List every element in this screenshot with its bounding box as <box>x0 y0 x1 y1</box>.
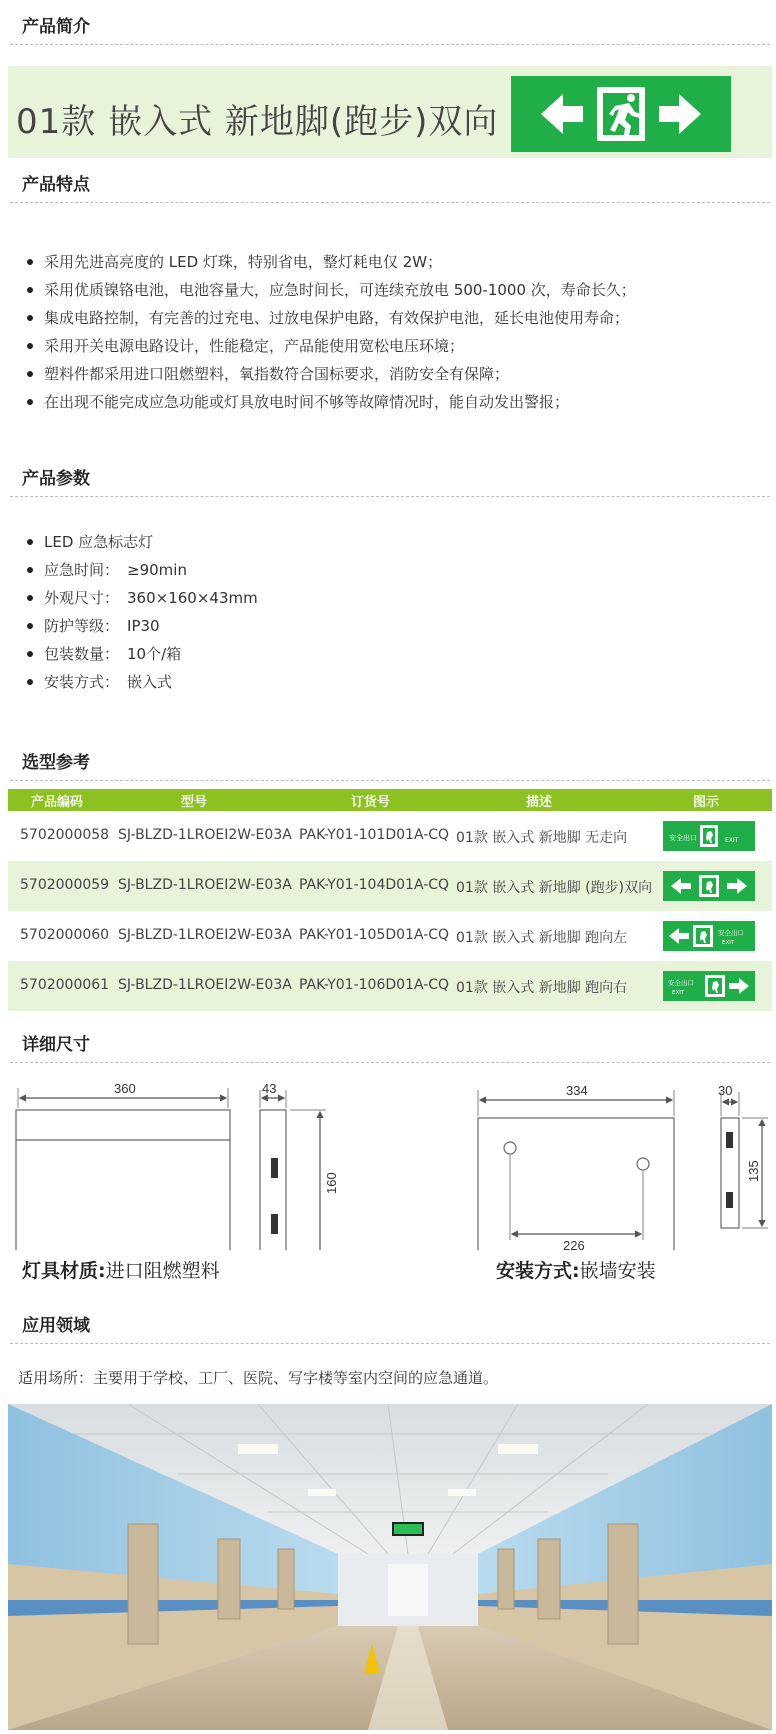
cell-code: 5702000060 <box>20 927 110 943</box>
mount-hole <box>637 1158 649 1170</box>
list-item: 采用开关电源电路设计，性能稳定，产品能使用宽松电压环境； <box>24 332 636 360</box>
cell-model: SJ-BLZD-1LROEI2W-E03A <box>118 877 292 893</box>
divider <box>10 1343 770 1344</box>
list-item: 应急时间： ≥90min <box>24 556 258 584</box>
list-item: 塑料件都采用进口阻燃塑料，氧指数符合国标要求，消防安全有保障； <box>24 360 636 388</box>
svg-text:EXIT: EXIT <box>725 837 739 844</box>
cell-order: PAK-Y01-105D01A-CQ <box>299 927 450 943</box>
table-row <box>8 861 772 911</box>
hospital-corridor-photo <box>8 1404 772 1730</box>
install-caption: 安装方式:嵌墙安装 <box>496 1260 656 1282</box>
list-item: 包装数量： 10个/箱 <box>24 640 258 668</box>
svg-text:EXIT: EXIT <box>672 990 685 996</box>
list-item: LED 应急标志灯 <box>24 528 258 556</box>
table-header <box>8 789 772 811</box>
section-intro <box>0 4 776 44</box>
cell-order: PAK-Y01-101D01A-CQ <box>299 827 450 843</box>
divider <box>10 1062 770 1063</box>
dim-height: 160 <box>324 1172 339 1194</box>
section-title: 选型参考 <box>22 753 90 773</box>
section-title: 产品特点 <box>22 175 90 195</box>
dim-back-height: 135 <box>746 1160 761 1182</box>
dim-hole-spacing: 226 <box>563 1238 585 1250</box>
column-header: 描述 <box>526 795 553 810</box>
cell-desc: 01款 嵌入式 新地脚 跑向右 <box>456 980 628 996</box>
list-item: 在出现不能完成应急功能或灯具放电时间不够等故障情况时，能自动发出警报； <box>24 388 636 416</box>
svg-text:EXIT: EXIT <box>722 940 735 946</box>
list-item: 集成电路控制，有完善的过充电、过放电保护电路，有效保护电池，延长电池使用寿命； <box>24 304 636 332</box>
exit-double-arrow-icon <box>511 76 731 152</box>
section-title: 详细尺寸 <box>22 1035 90 1055</box>
svg-text:安全出口: 安全出口 <box>718 929 744 937</box>
dim-back-width: 334 <box>566 1083 588 1098</box>
dimension-drawing <box>0 1080 776 1250</box>
cell-desc: 01款 嵌入式 新地脚 (跑步)双向 <box>456 880 653 896</box>
banner-title: 01款 嵌入式 新地脚(跑步)双向 <box>16 102 499 142</box>
section-title: 产品参数 <box>22 469 90 489</box>
cell-code: 5702000058 <box>20 827 110 843</box>
back-view-outline <box>478 1118 674 1250</box>
mount-hole <box>504 1142 516 1154</box>
section-title: 产品简介 <box>22 17 90 37</box>
divider <box>10 44 770 45</box>
column-header: 产品编码 <box>31 795 84 810</box>
list-item: 防护等级： IP30 <box>24 612 258 640</box>
section-selection <box>0 740 776 780</box>
section-params <box>0 456 776 496</box>
cell-model: SJ-BLZD-1LROEI2W-E03A <box>118 827 292 843</box>
column-header: 型号 <box>181 795 208 810</box>
section-dimensions <box>0 1022 776 1062</box>
svg-text:安全出口: 安全出口 <box>669 834 697 842</box>
application-text: 适用场所：主要用于学校、工厂、医院、写字楼等室内空间的应急通道。 <box>18 1369 499 1387</box>
dim-side-depth: 43 <box>262 1081 277 1096</box>
section-title: 应用领域 <box>22 1316 90 1336</box>
cell-model: SJ-BLZD-1LROEI2W-E03A <box>118 927 292 943</box>
divider <box>10 202 770 203</box>
dim-back-depth: 30 <box>718 1083 733 1098</box>
section-application <box>0 1303 776 1343</box>
exit-right-arrow-icon <box>663 971 755 1001</box>
dim-front-width: 360 <box>114 1081 136 1096</box>
exit-sign-icon <box>663 821 755 851</box>
param-list <box>24 528 258 696</box>
front-view-outline <box>16 1110 230 1250</box>
column-header: 订货号 <box>351 795 391 810</box>
exit-left-arrow-icon <box>663 921 755 951</box>
selection-table <box>8 789 772 1011</box>
list-item: 安装方式： 嵌入式 <box>24 668 258 696</box>
table-row <box>8 961 772 1011</box>
list-item: 采用先进高亮度的 LED 灯珠，特别省电，整灯耗电仅 2W； <box>24 248 636 276</box>
section-features <box>0 162 776 202</box>
table-row <box>8 811 772 861</box>
cell-order: PAK-Y01-104D01A-CQ <box>299 877 450 893</box>
material-caption: 灯具材质:进口阻燃塑料 <box>22 1260 220 1282</box>
svg-text:安全出口: 安全出口 <box>668 979 694 987</box>
exit-double-arrow-icon <box>663 871 755 901</box>
feature-list <box>24 248 636 416</box>
table-row <box>8 911 772 961</box>
list-item: 外观尺寸： 360×160×43mm <box>24 584 258 612</box>
column-header: 图示 <box>693 795 720 810</box>
cell-desc: 01款 嵌入式 新地脚 跑向左 <box>456 930 628 946</box>
cell-desc: 01款 嵌入式 新地脚 无走向 <box>456 830 628 846</box>
cell-model: SJ-BLZD-1LROEI2W-E03A <box>118 977 292 993</box>
product-banner <box>8 66 772 158</box>
cell-code: 5702000059 <box>20 877 110 893</box>
cell-code: 5702000061 <box>20 977 110 993</box>
divider <box>10 780 770 781</box>
list-item: 采用优质镍铬电池，电池容量大，应急时间长，可连续充放电 500-1000 次，寿命长久； <box>24 276 636 304</box>
divider <box>10 496 770 497</box>
cell-order: PAK-Y01-106D01A-CQ <box>299 977 450 993</box>
